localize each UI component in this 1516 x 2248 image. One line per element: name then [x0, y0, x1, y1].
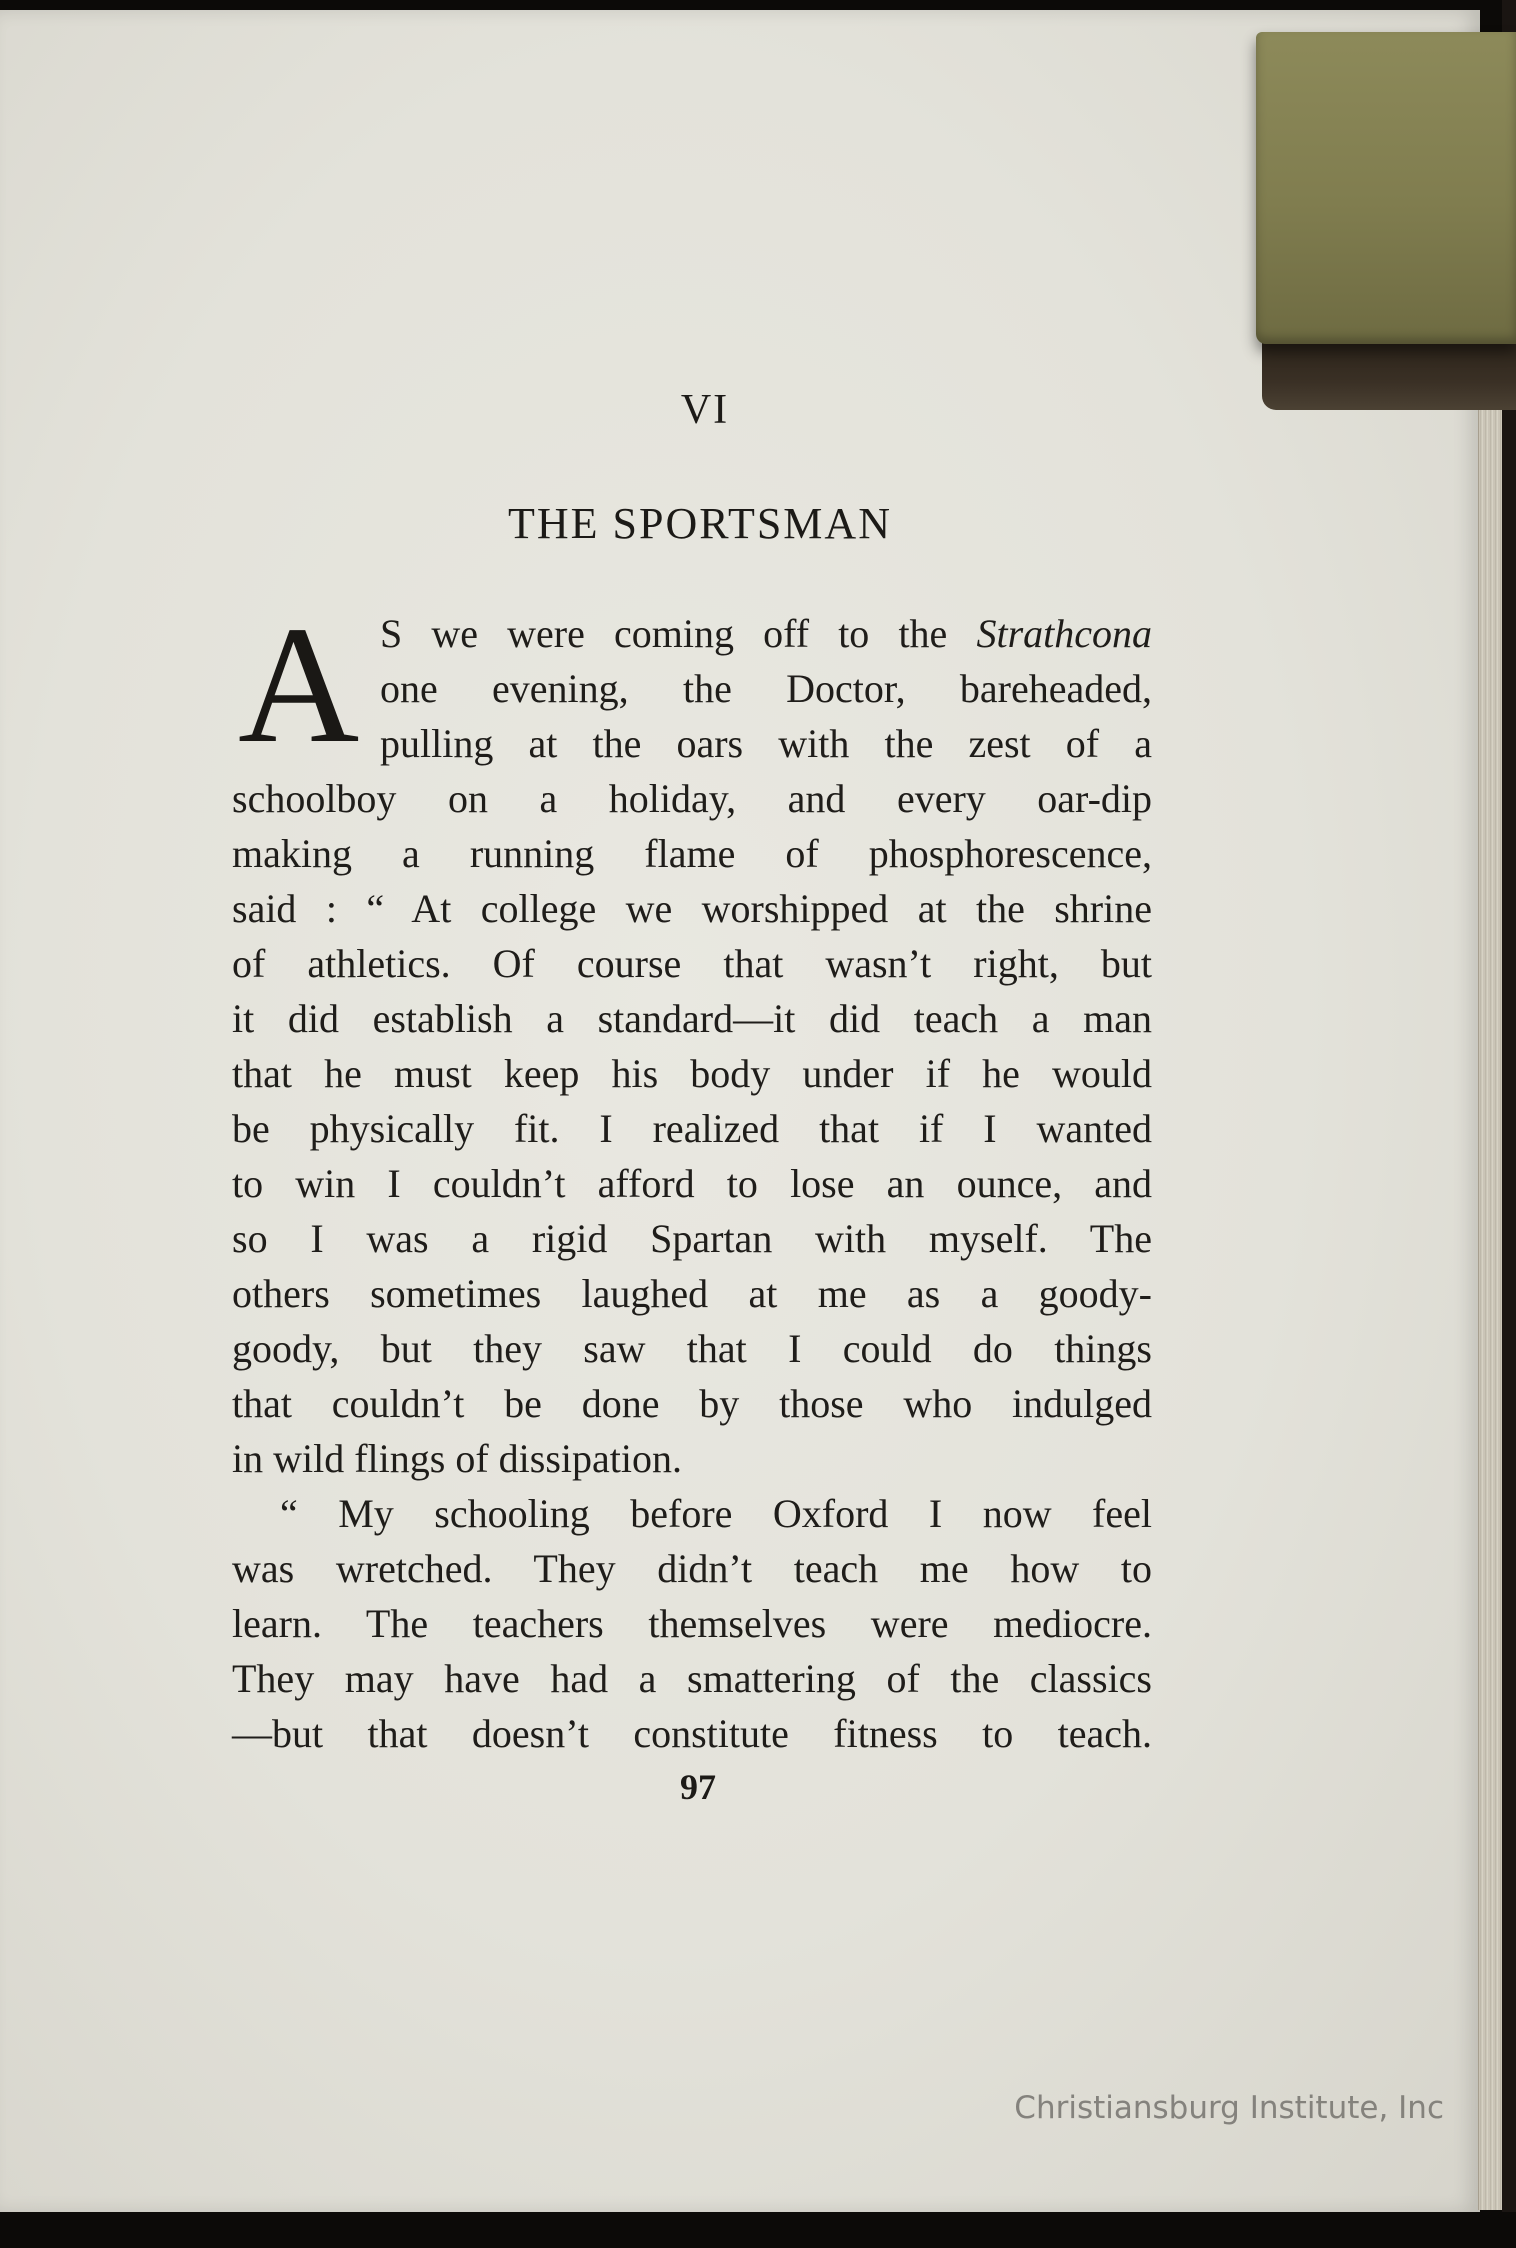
text-line: S we were coming off to the Strathcona	[380, 611, 1152, 656]
chapter-number: VI	[680, 387, 730, 433]
text-line: one evening, the Doctor, bareheaded,	[380, 666, 1152, 711]
text-line: making a running flame of phosphorescence,	[232, 831, 1152, 876]
drop-cap: A	[238, 592, 360, 778]
text-line: to win I couldn’t afford to lose an ounce, and	[232, 1161, 1152, 1206]
watermark-text: Christiansburg Institute, Inc	[1014, 2090, 1444, 2126]
text-line: “ My schooling before Oxford I now feel	[280, 1491, 1152, 1536]
text-line: was wretched. They didn’t teach me how to	[232, 1546, 1152, 1591]
body-text	[232, 592, 1152, 1761]
text-line: —but that doesn’t constitute fitness to teach.	[232, 1711, 1152, 1756]
page-edge-stack	[1478, 400, 1503, 2210]
text-line: in wild flings of dissipation.	[232, 1436, 682, 1481]
text-line: be physically fit. I realized that if I wanted	[232, 1106, 1152, 1151]
text-line: They may have had a smattering of the classics	[232, 1656, 1152, 1701]
text-line: others sometimes laughed at me as a goody-	[232, 1271, 1152, 1316]
text-line: learn. The teachers themselves were mediocre.	[232, 1601, 1152, 1646]
text-line: that he must keep his body under if he would	[232, 1051, 1152, 1096]
text-line: that couldn’t be done by those who indulged	[232, 1381, 1152, 1426]
text-line: it did establish a standard—it did teach a man	[232, 996, 1152, 1041]
bookmark-ribbon	[1256, 32, 1516, 344]
page-number: 97	[680, 1767, 716, 1807]
text-line: goody, but they saw that I could do things	[232, 1326, 1152, 1371]
bottom-shadow	[0, 2212, 1516, 2248]
chapter-title: THE SPORTSMAN	[508, 499, 892, 548]
text-line: so I was a rigid Spartan with myself. The	[232, 1216, 1152, 1261]
text-line: said : “ At college we worshipped at the shrine	[232, 886, 1152, 931]
ribbon-shadow	[1262, 340, 1516, 410]
text-line: pulling at the oars with the zest of a	[380, 721, 1152, 766]
text-line: of athletics. Of course that wasn’t right, but	[232, 941, 1152, 986]
text-line: schoolboy on a holiday, and every oar-dip	[232, 776, 1152, 821]
